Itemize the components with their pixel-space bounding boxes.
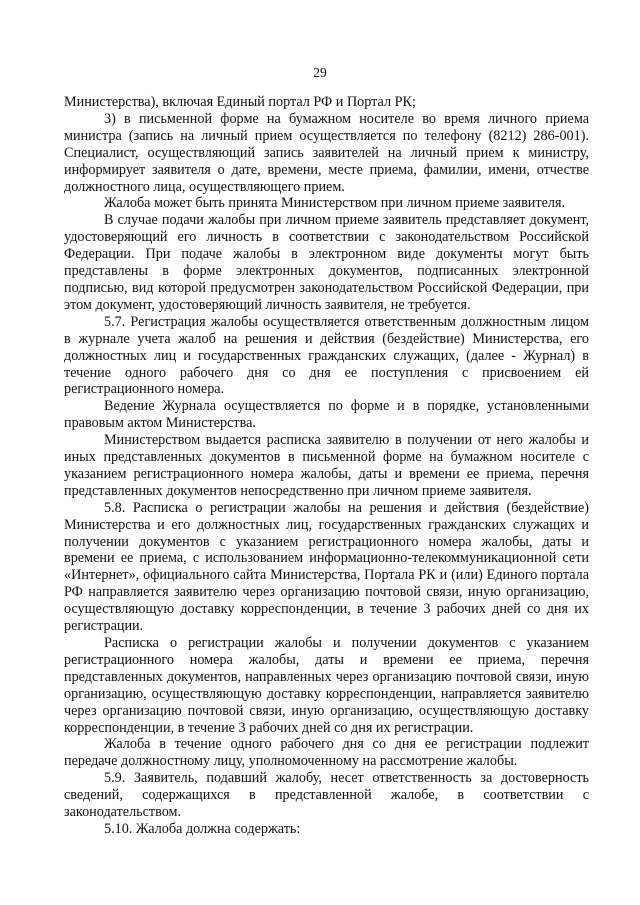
paragraph-5-7: 5.7. Регистрация жалобы осуществляется ответственным должностным лицом в журнале учета жалоб на решения и действия (бездействие) Министерства, его должностных лиц и государственных гражданских служащих, (далее - Журнал) в течение одного рабочего дня со дня ее поступления с присвоением ей регистрационного номера.: [64, 313, 589, 398]
paragraph-item-3: 3) в письменной форме на бумажном носителе во время личного приема министра (запись на личный прием осуществляется по телефону (8212) 286-001). Специалист, осуществляющий запись заявителей на личный прием к министру, информирует заявителя о дате, времени, месте приема, фамилии, имени, отчестве должностного лица, осуществляющего прием.: [64, 110, 589, 195]
page-number: 29: [313, 65, 327, 80]
document-body: [64, 94, 589, 838]
paragraph-5-10: 5.10. Жалоба должна содержать:: [104, 820, 301, 837]
paragraph-receipt: Министерством выдается расписка заявителю в получении от него жалобы и иных представленных документов в письменной форме на бумажном носителе с указанием регистрационного номера жалобы, даты и времени ее приема, перечня представленных документов непосредственно при личном приеме заявителя.: [64, 432, 589, 499]
paragraph-personal-filing: В случае подачи жалобы при личном приеме заявитель представляет документ, удостоверяющий его личность в соответствии с законодательством Российской Федерации. При подаче жалобы в электронном виде документы могут быть представлены в форме электронных документов, подписанных электронной подписью, вид которой предусмотрен законодательством Российской Федерации, при этом документ, удостоверяющий личность заявителя, не требуется.: [64, 212, 589, 313]
paragraph-5-9: 5.9. Заявитель, подавший жалобу, несет ответственность за достоверность сведений, содержащихся в представленной жалобе, в соответствии с законодательством.: [64, 770, 589, 821]
paragraph-transfer: Жалоба в течение одного рабочего дня со дня ее регистрации подлежит передаче должностному лицу, уполномоченному на рассмотрение жалобы.: [64, 736, 589, 770]
paragraph-receipt-postal: Расписка о регистрации жалобы и получении документов с указанием регистрационного номера жалобы, даты и времени ее приема, перечня представленных документов, направленных через организацию почтовой связи, иную организацию, осуществляющую доставку корреспонденции, направляется заявителю через организацию почтовой связи, иную организацию, осуществляющую доставку корреспонденции, в течение 3 рабочих дней со дня их регистрации.: [64, 635, 589, 736]
paragraph-complaint-accepted: Жалоба может быть принята Министерством при личном приеме заявителя.: [104, 195, 566, 212]
paragraph-5-8: 5.8. Расписка о регистрации жалобы на решения и действия (бездействие) Министерства и его должностных лиц, государственных гражданских служащих и получении документов с указанием регистрационного номера жалобы, даты и времени ее приема, с использованием информационно-телекоммуникационной сети «Интернет», официального сайта Министерства, Портала РК и (или) Единого портала РФ направляется заявителю через организацию почтовой связи, иную организацию, осуществляющую доставку корреспонденции, в течение 3 рабочих дней со дня их регистрации.: [64, 499, 589, 635]
paragraph-journal: Ведение Журнала осуществляется по форме и в порядке, установленными правовым актом Министерства.: [64, 398, 589, 432]
paragraph-continuation: Министерства), включая Единый портал РФ и Портал РК;: [64, 94, 416, 110]
